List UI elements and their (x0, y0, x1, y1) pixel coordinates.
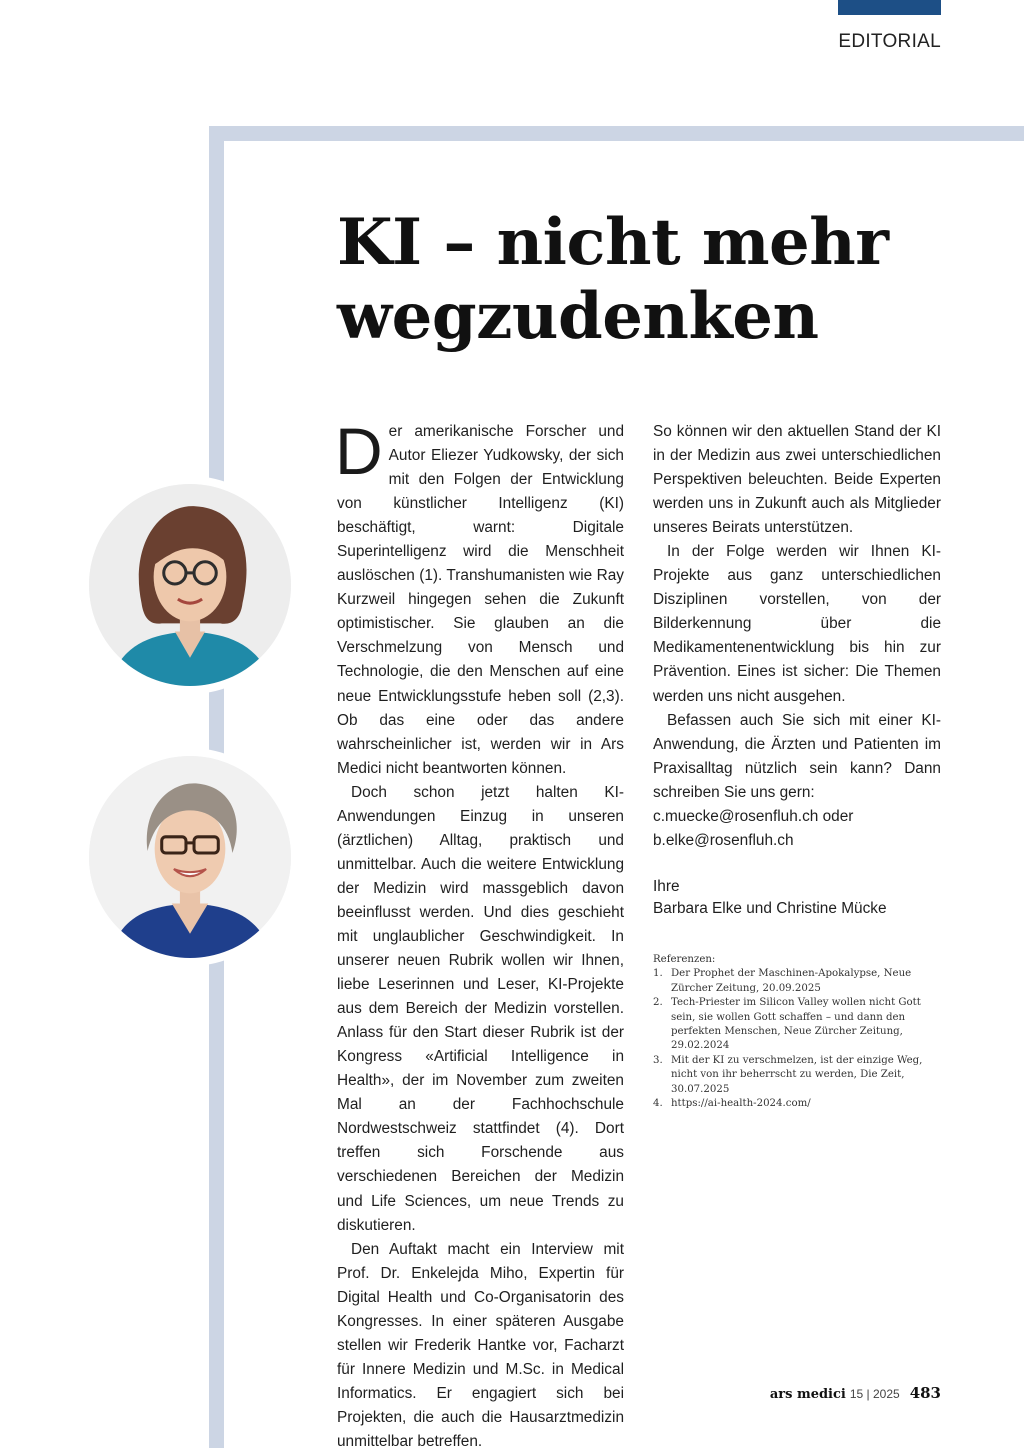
paragraph-1-text: er amerikanische Forscher und Autor Eliezer Yudkowsky, der sich mit den Folgen der Entwicklung von künstlicher Intelligenz (KI) beschäftigt, warnt: Digitale Superintelligenz wird die Menschheit auslöschen (1). Transhumanisten wie Ray Kurzweil hingegen sehen die Zukunft optimistischer. Sie glauben an die Verschmelzung von Mensch und Technologie, die den Menschen auf eine neue Entwicklungsstufe heben soll (2,3). Ob das eine oder das andere wahrscheinlicher ist, werden wir in Ars Medici nicht beantworten können. (337, 423, 624, 777)
reference-link[interactable]: https://ai-health-2024.com/ (671, 1098, 811, 1110)
paragraph-5: In der Folge werden wir Ihnen KI-Projekte aus ganz unterschiedlichen Disziplinen vorstellen, von der Bilderkennung über die Medikamentenentwicklung bis hin zur Prävention. Eines ist sicher: Die Themen werden uns nicht ausgehen. (653, 543, 941, 705)
contact-line-2 (653, 829, 941, 853)
reference-number: 4. (653, 1098, 663, 1110)
article-column-left (335, 414, 624, 1454)
email-link-2[interactable]: b.elke@rosenfluh.ch (653, 831, 794, 849)
reference-number: 1. (653, 968, 663, 980)
section-label: EDITORIAL (838, 31, 941, 52)
footer-brand: ars medici (769, 1387, 846, 1402)
references-heading: Referenzen: (653, 954, 716, 965)
email-link-1[interactable]: c.muecke@rosenfluh.ch (653, 807, 819, 825)
reference-number: 3. (653, 1054, 663, 1066)
author-portrait-1 (81, 476, 299, 694)
contact-line-1 (653, 805, 941, 829)
reference-number: 2. (653, 997, 663, 1009)
paragraph-2: Doch schon jetzt halten KI-Anwendungen Einzug in unseren (ärztlichen) Alltag, praktisch und unmittelbar. Auch die weitere Entwicklung der Medizin wird massgeblich davon beeinflusst werden. Und dies geschieht mit unglaublicher Geschwindigkeit. In unserer neuen Rubrik wollen wir Ihnen, liebe Leserinnen und Leser, KI-Projekte aus dem Bereich der Medizin vorstellen. Anlass für den Start dieser Rubrik ist der Kongress «Artificial Intelligence in Health», der im November zum zweiten Mal an der Fachhochschule Nordwestschweiz stattfindet (4). Dort treffen sich Forschende aus verschiedenen Bereichen der Medizin und Life Sciences, um neue Trends zu diskutieren. (337, 783, 624, 1234)
signoff-names: Barbara Elke und Christine Mücke (653, 900, 887, 917)
reference-item (653, 1054, 941, 1097)
drop-cap: D (335, 414, 383, 488)
paragraph-1 (335, 414, 624, 781)
portrait-woman-glasses-blue-top-icon (89, 756, 291, 958)
references (653, 953, 941, 1111)
paragraph-3: Den Auftakt macht ein Interview mit Prof. Dr. Enkelejda Miho, Expertin für Digital Health und Co-Organisatorin des Kongresses. In einer späteren Ausgabe stellen wir Frederik Hantke vor, Facharzt für Innere Medizin und M.Sc. in Medical Informatics. Er engagiert sich bei Projekten, die auch die Hausarztmedizin unmittelbar betreffen. (337, 1240, 624, 1450)
references-list (653, 967, 941, 1111)
contact-connector: oder (822, 807, 854, 825)
page-footer (770, 1384, 941, 1402)
article-column-right (653, 420, 941, 853)
paragraph-6: Befassen auch Sie sich mit einer KI-Anwendung, die Ärzten und Patienten im Praxisalltag nützlich sein kann? Dann schreiben Sie uns gern: (653, 711, 941, 801)
header-accent-tab (838, 0, 941, 15)
reference-item (653, 1097, 941, 1111)
author-portrait-2 (81, 748, 299, 966)
reference-text: Der Prophet der Maschinen-Apokalypse, Neue Zürcher Zeitung, 20.09.2025 (671, 968, 912, 994)
reference-item (653, 967, 941, 996)
paragraph-4: So können wir den aktuellen Stand der KI in der Medizin aus zwei unterschiedlichen Perspektiven beleuchten. Beide Experten werden uns in Zukunft auch als Mitglieder unseres Beirats unterstützen. (653, 423, 941, 537)
signoff (653, 876, 887, 920)
reference-text: Tech-Priester im Silicon Valley wollen nicht Gott sein, sie wollen Gott schaffen – und dann den perfekten Menschen, Neue Zürcher Zeitung, 29.02.2024 (671, 997, 921, 1052)
signoff-greeting: Ihre (653, 878, 680, 895)
reference-item (653, 996, 941, 1054)
article-title: KI – nicht mehr wegzudenken (337, 205, 889, 354)
reference-text: Mit der KI zu verschmelzen, ist der einzige Weg, nicht von ihr beherrscht zu werden, Die Zeit, 30.07.2025 (671, 1054, 923, 1095)
portrait-woman-glasses-teal-top-icon (89, 484, 291, 686)
page-number: 483 (909, 1384, 941, 1402)
frame-top-bar (209, 126, 1024, 141)
footer-issue: 15 | 2025 (849, 1387, 900, 1401)
